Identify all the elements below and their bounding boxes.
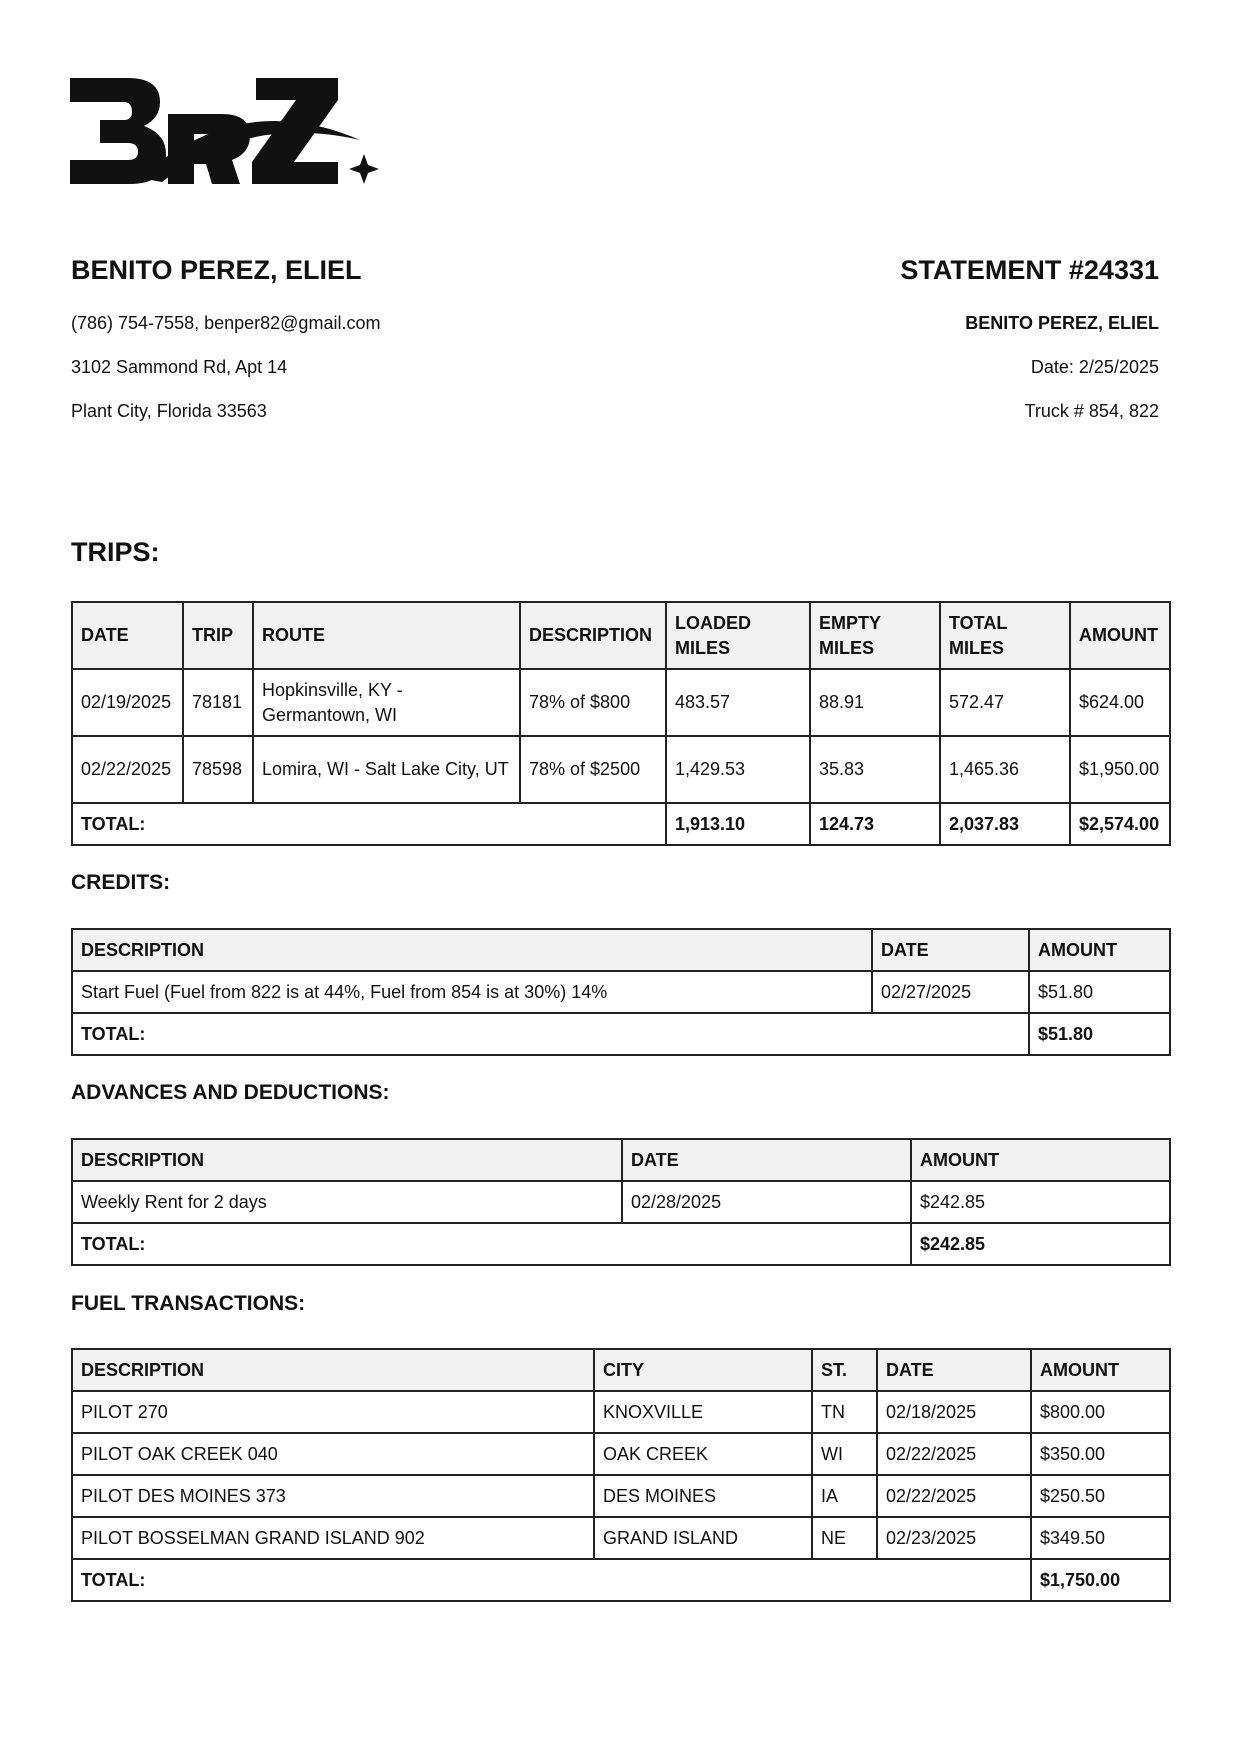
table-cell: $349.50	[1031, 1517, 1170, 1559]
column-header: AMOUNT	[1031, 1349, 1170, 1391]
table-cell: 35.83	[810, 736, 940, 803]
column-header: DATE	[72, 602, 183, 669]
table-cell: $624.00	[1070, 669, 1170, 736]
table-row	[72, 1181, 1170, 1223]
total-amount: $2,574.00	[1070, 803, 1170, 845]
table-cell: Weekly Rent for 2 days	[72, 1181, 622, 1223]
total-label: TOTAL:	[72, 1559, 1031, 1601]
table-cell: WI	[812, 1433, 877, 1475]
table-cell: 02/27/2025	[872, 971, 1029, 1013]
total-label: TOTAL:	[72, 803, 666, 845]
advances-heading: ADVANCES AND DEDUCTIONS:	[71, 1081, 390, 1104]
table-cell: 1,465.36	[940, 736, 1070, 803]
table-cell: 02/18/2025	[877, 1391, 1031, 1433]
table-row	[72, 669, 1170, 736]
table-cell: 483.57	[666, 669, 810, 736]
table-cell: 02/28/2025	[622, 1181, 911, 1223]
fuel-heading: FUEL TRANSACTIONS:	[71, 1292, 306, 1315]
table-cell: Lomira, WI - Salt Lake City, UT	[253, 736, 520, 803]
total-row	[72, 1559, 1170, 1601]
table-cell: $1,950.00	[1070, 736, 1170, 803]
column-header: DESCRIPTION	[72, 1139, 622, 1181]
column-header: EMPTY MILES	[810, 602, 940, 669]
fuel-table	[71, 1348, 1171, 1602]
trips-table	[71, 601, 1171, 846]
credits-table	[71, 928, 1171, 1056]
column-header: AMOUNT	[1029, 929, 1170, 971]
table-cell: Start Fuel (Fuel from 822 is at 44%, Fuel from 854 is at 30%) 14%	[72, 971, 872, 1013]
table-cell: 78181	[183, 669, 253, 736]
table-cell: 1,429.53	[666, 736, 810, 803]
table-cell: IA	[812, 1475, 877, 1517]
trips-heading: TRIPS:	[71, 537, 160, 567]
table-cell: 78598	[183, 736, 253, 803]
column-header: DATE	[622, 1139, 911, 1181]
total-amount: $242.85	[911, 1223, 1170, 1265]
table-row	[72, 736, 1170, 803]
table-cell: $800.00	[1031, 1391, 1170, 1433]
column-header: TOTAL MILES	[940, 602, 1070, 669]
column-header: AMOUNT	[1070, 602, 1170, 669]
column-header: DESCRIPTION	[72, 929, 872, 971]
driver-address-line2: Plant City, Florida 33563	[71, 401, 267, 421]
table-cell: 88.91	[810, 669, 940, 736]
table-cell: PILOT 270	[72, 1391, 594, 1433]
table-cell: PILOT BOSSELMAN GRAND ISLAND 902	[72, 1517, 594, 1559]
table-cell: $250.50	[1031, 1475, 1170, 1517]
table-row	[72, 1475, 1170, 1517]
statement-title: STATEMENT #24331	[900, 255, 1159, 285]
column-header: DESCRIPTION	[72, 1349, 594, 1391]
statement-date: Date: 2/25/2025	[1030, 357, 1159, 377]
total-total-miles: 2,037.83	[940, 803, 1070, 845]
fuel-header-row	[72, 1349, 1170, 1391]
total-amount: $1,750.00	[1031, 1559, 1170, 1601]
table-cell: $51.80	[1029, 971, 1170, 1013]
table-cell: $242.85	[911, 1181, 1170, 1223]
total-row	[72, 803, 1170, 845]
column-header: TRIP	[183, 602, 253, 669]
total-label: TOTAL:	[72, 1013, 1029, 1055]
total-row	[72, 1223, 1170, 1265]
table-cell: 02/22/2025	[72, 736, 183, 803]
brz-logo	[70, 78, 385, 193]
table-cell: NE	[812, 1517, 877, 1559]
credits-header-row	[72, 929, 1170, 971]
total-amount: $51.80	[1029, 1013, 1170, 1055]
table-cell: 78% of $800	[520, 669, 666, 736]
column-header: DESCRIPTION	[520, 602, 666, 669]
total-row	[72, 1013, 1170, 1055]
advances-table	[71, 1138, 1171, 1266]
driver-address-line1: 3102 Sammond Rd, Apt 14	[71, 357, 288, 377]
table-cell: 02/23/2025	[877, 1517, 1031, 1559]
column-header: CITY	[594, 1349, 812, 1391]
table-cell: OAK CREEK	[594, 1433, 812, 1475]
column-header: DATE	[877, 1349, 1031, 1391]
driver-name: BENITO PEREZ, ELIEL	[71, 255, 362, 285]
total-loaded-miles: 1,913.10	[666, 803, 810, 845]
column-header: DATE	[872, 929, 1029, 971]
table-row	[72, 971, 1170, 1013]
table-cell: PILOT OAK CREEK 040	[72, 1433, 594, 1475]
credits-heading: CREDITS:	[71, 871, 171, 894]
table-cell: TN	[812, 1391, 877, 1433]
total-label: TOTAL:	[72, 1223, 911, 1265]
table-row	[72, 1517, 1170, 1559]
table-cell: GRAND ISLAND	[594, 1517, 812, 1559]
table-row	[72, 1433, 1170, 1475]
table-cell: $350.00	[1031, 1433, 1170, 1475]
driver-contact: (786) 754-7558, benper82@gmail.com	[71, 313, 381, 333]
trips-header-row	[72, 602, 1170, 669]
advances-header-row	[72, 1139, 1170, 1181]
table-cell: DES MOINES	[594, 1475, 812, 1517]
truck-numbers: Truck # 854, 822	[1024, 401, 1159, 421]
table-cell: 02/22/2025	[877, 1433, 1031, 1475]
table-cell: KNOXVILLE	[594, 1391, 812, 1433]
column-header: AMOUNT	[911, 1139, 1170, 1181]
statement-name: BENITO PEREZ, ELIEL	[965, 313, 1159, 333]
column-header: ROUTE	[253, 602, 520, 669]
table-cell: 02/19/2025	[72, 669, 183, 736]
column-header: ST.	[812, 1349, 877, 1391]
table-cell: Hopkinsville, KY - Germantown, WI	[253, 669, 520, 736]
table-cell: 572.47	[940, 669, 1070, 736]
table-cell: 78% of $2500	[520, 736, 666, 803]
table-cell: 02/22/2025	[877, 1475, 1031, 1517]
table-cell: PILOT DES MOINES 373	[72, 1475, 594, 1517]
column-header: LOADED MILES	[666, 602, 810, 669]
table-row	[72, 1391, 1170, 1433]
total-empty-miles: 124.73	[810, 803, 940, 845]
